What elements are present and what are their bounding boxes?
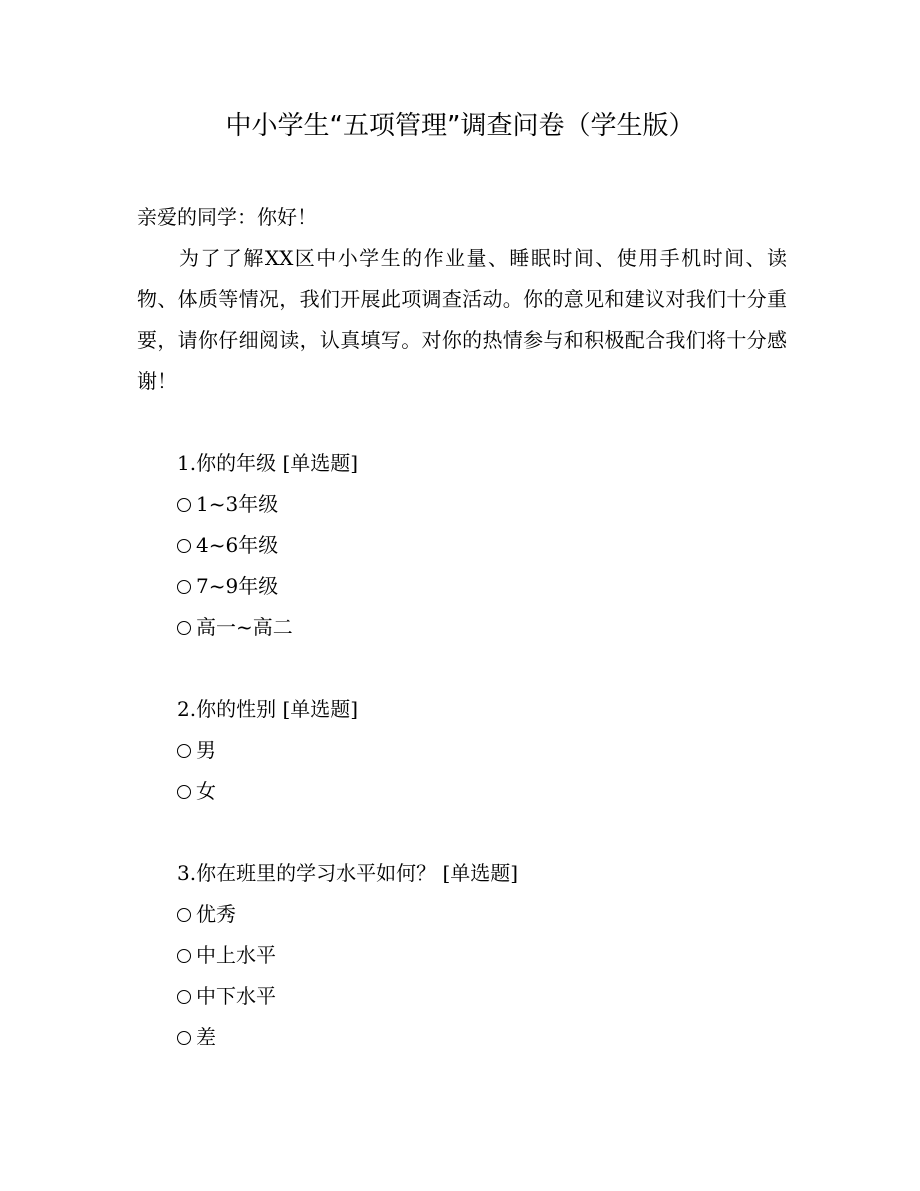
radio-circle-icon[interactable] xyxy=(177,990,191,1004)
question-gender xyxy=(177,689,777,812)
question-title: 2.你的性别 [单选题] xyxy=(177,697,359,721)
greeting-text: 亲爱的同学：你好！ xyxy=(137,205,317,229)
option-male[interactable] xyxy=(177,730,777,771)
radio-circle-icon[interactable] xyxy=(177,621,191,635)
option-label: 差 xyxy=(196,1025,216,1049)
option-upper-middle[interactable] xyxy=(177,935,777,976)
radio-circle-icon[interactable] xyxy=(177,949,191,963)
option-label: 1~3年级 xyxy=(196,492,279,516)
option-female[interactable] xyxy=(177,771,777,812)
option-label: 4~6年级 xyxy=(196,533,279,557)
question-title: 3.你在班里的学习水平如何？ [单选题] xyxy=(177,861,519,885)
option-grade-7-9[interactable] xyxy=(177,566,777,607)
option-grade-1-3[interactable] xyxy=(177,484,777,525)
page-title: 中小学生“五项管理”调查问卷（学生版） xyxy=(225,111,695,141)
radio-circle-icon[interactable] xyxy=(177,785,191,799)
option-lower-middle[interactable] xyxy=(177,976,777,1017)
option-label: 男 xyxy=(196,738,216,762)
radio-circle-icon[interactable] xyxy=(177,744,191,758)
radio-circle-icon[interactable] xyxy=(177,539,191,553)
option-poor[interactable] xyxy=(177,1017,777,1058)
option-label: 女 xyxy=(196,779,216,803)
question-grade xyxy=(177,443,777,648)
question-title: 1.你的年级 [单选题] xyxy=(177,451,359,475)
radio-circle-icon[interactable] xyxy=(177,580,191,594)
radio-circle-icon[interactable] xyxy=(177,498,191,512)
radio-circle-icon[interactable] xyxy=(177,908,191,922)
option-label: 7~9年级 xyxy=(196,574,279,598)
option-label: 优秀 xyxy=(196,902,236,926)
option-label: 高一~高二 xyxy=(196,615,293,639)
intro-paragraph: 为了了解XX区中小学生的作业量、睡眠时间、使用手机时间、读物、体质等情况，我们开展此项调查活动。你的意见和建议对我们十分重要，请你仔细阅读，认真填写。对你的热情参与和积极配合我们将十分感谢！ xyxy=(137,246,787,393)
option-grade-4-6[interactable] xyxy=(177,525,777,566)
radio-circle-icon[interactable] xyxy=(177,1031,191,1045)
option-grade-high[interactable] xyxy=(177,607,777,648)
option-label: 中上水平 xyxy=(196,943,276,967)
question-study-level xyxy=(177,853,777,1058)
option-label: 中下水平 xyxy=(196,984,276,1008)
option-excellent[interactable] xyxy=(177,894,777,935)
